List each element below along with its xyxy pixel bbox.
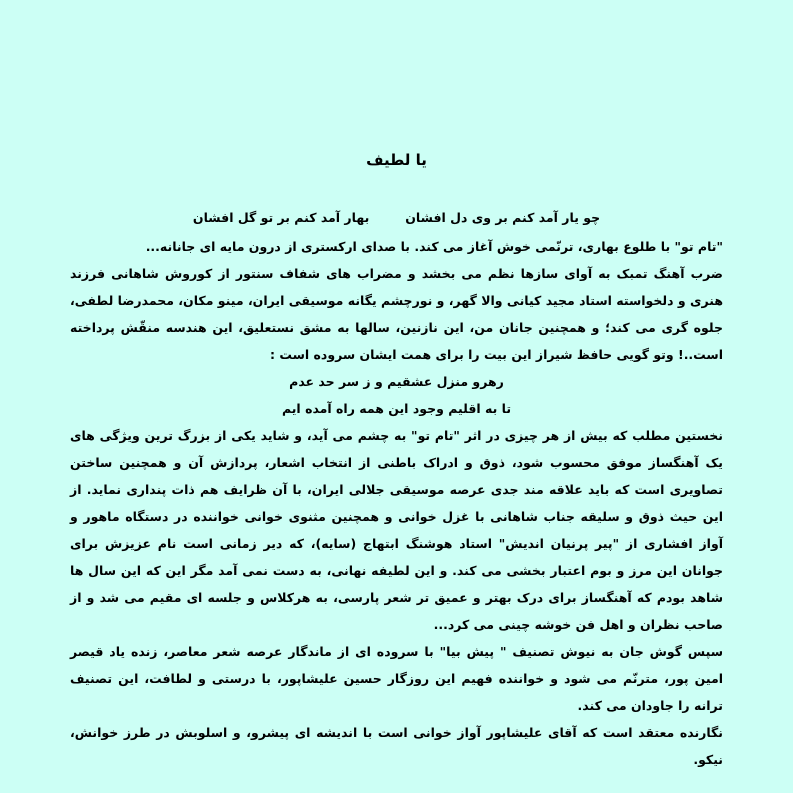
document-title: یا لطیف <box>366 151 427 169</box>
paragraph-pish-bia: سپس گوش جان به نیوش تصنیف " پیش بیا" با سروده ای از ماندگار عرصه شعر معاصر، زنده یاد قیصر امین پور، مترنّم می شود و خواننده فهیم این روزگار حسین علیشاپور، با درستی و لطافت، این تصنیف ترانه را جاودان می کند. <box>70 644 723 713</box>
verse-line-2: تا به اقلیم وجود این همه راه آمده ایم <box>281 401 512 416</box>
opening-couplet <box>70 206 723 230</box>
paragraph-santur: ضرب آهنگ تمبک به آوای سازها نظم می بخشد و مضراب های شفاف سنتور از کوروش شاهانی فرزند هنری و دلخواسته استاد مجید کیانی والا گهر، و نورچشم یگانه موسیقی ایران، مینو مکان، محمدرضا لطفی، جلوه گری می کند؛ و همچنین جانان من، این نازنین، سالها به مشق نستعلیق، این هندسه منقّش پرداخته است..! وتو گویی حافظ شیراز این بیت را برای همت ایشان سروده است : <box>70 266 723 362</box>
paragraph-composer-taste: نخستین مطلب که بیش از هر چیزی در اثر "تام تو" به چشم می آید، و شاید یکی از بزرگ ترین ویژگی های یک آهنگساز موفق محسوب شود، ذوق و ادراک باطنی از انتخاب اشعار، پردازش آن و همچنین ساختن تصاویری است که باید علاقه مند جدی عرصه موسیقی جلالی ایران، با آن ظرایف هم ذات پنداری نماید. از این حیث ذوق و سلیقه جناب شاهانی با غزل خوانی و همچنین مثنوی خوانی خواننده در دستگاه ماهور و آواز افشاری از "پیر پرنیان اندیش" استاد هوشنگ ابتهاج (سایه)، که دیر زمانی است نام عزیزش برای جوانان این مرز و بوم اعتبار بخشی می کند. و این لطیفه نهانی، به دست نمی آمد مگر این که این سال ها شاهد بودم که آهنگساز برای درک بهتر و عمیق تر شعر پارسی، به هرکلاس و جلسه ای مقیم می شد و از صاحب نظران و اهل فن خوشه چینی می کرد... <box>70 428 723 632</box>
couplet-gap <box>369 206 405 230</box>
verse-line-1: رهرو منزل عشقیم و ز سر حد عدم <box>289 374 504 389</box>
paragraph-conclusion: نگارنده معتقد است که آقای علیشاپور آواز خوانی است با اندیشه ای پیشرو، و اسلوبش در طرز خوانش، نیکو. <box>70 725 723 767</box>
couplet-first-hemistich: چو یار آمد کنم بر وی دل افشان <box>405 210 601 225</box>
couplet-second-hemistich: بهار آمد کنم بر تو گل افشان <box>192 210 370 225</box>
document-page <box>70 148 723 773</box>
paragraph-intro: "تام تو" با طلوع بهاری، ترنّمی خوش آغاز می کند. با صدای ارکستری از درون مایه ای جانانه... <box>145 239 723 254</box>
